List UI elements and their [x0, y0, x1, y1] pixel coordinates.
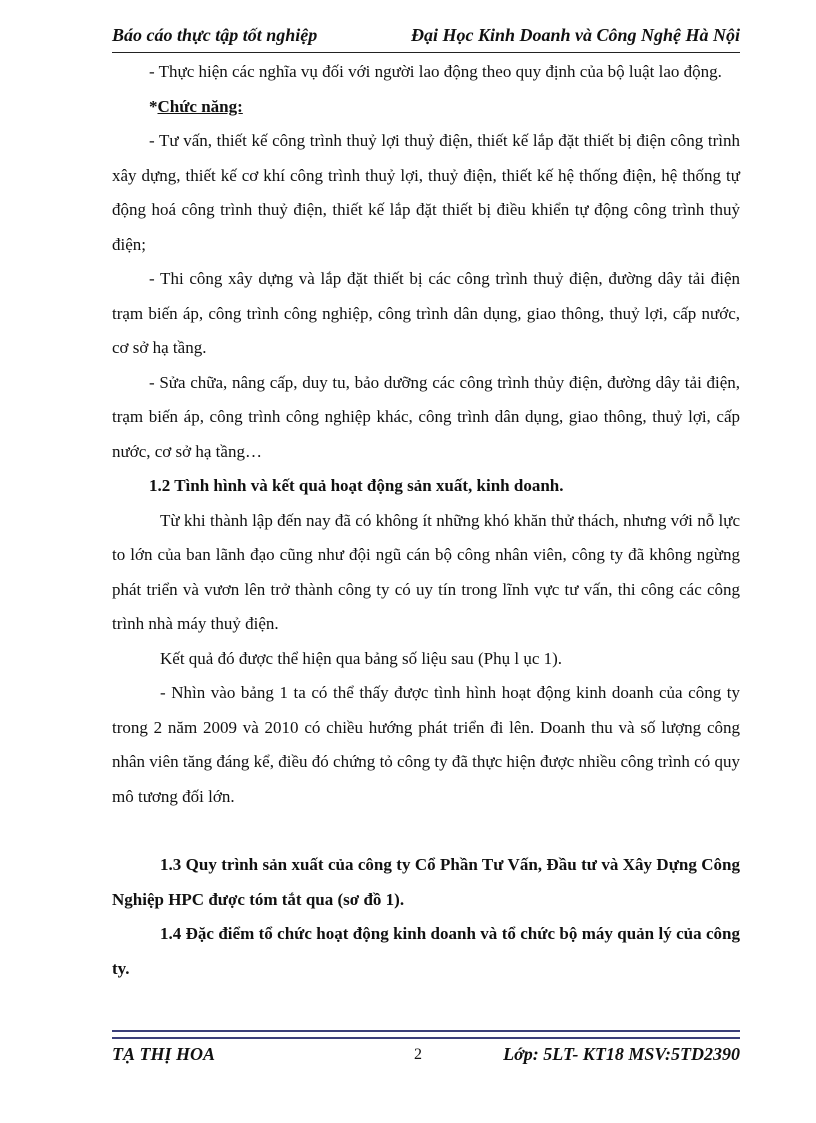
- paragraph-1-2-history: Từ khi thành lập đến nay đã có không ít những khó khăn thử thách, nhưng với nỗ lực to lớn của ban lãnh đạo cũng như đội ngũ cán bộ công nhân viên, công ty đã không ngừng phát triển và vươn lên trở thành công ty có uy tín trong lĩnh vực tư vấn, thi công các công trình nhà máy thuỷ điện.: [112, 510, 740, 633]
- document-body: [112, 55, 740, 986]
- page-number: 2: [414, 1046, 422, 1063]
- paragraph-1-2-results: Kết quả đó được thể hiện qua bảng số liệu sau (Phụ l ục 1).: [160, 648, 563, 668]
- footer-divider: [112, 1030, 740, 1039]
- header-report-title: Báo cáo thực tập tốt nghiệp: [112, 25, 318, 45]
- section-heading-1-3: 1.3 Quy trình sản xuất của công ty Cổ Phần Tư Vấn, Đầu tư và Xây Dựng Công Nghiệp HPC được tóm tắt qua (sơ đồ 1).: [112, 855, 740, 909]
- header-divider: [112, 52, 740, 53]
- section-spacer: [112, 814, 740, 848]
- function-item-2: - Thi công xây dựng và lắp đặt thiết bị các công trình thuỷ điện, đường dây tải điện trạm biến áp, công trình công nghiệp, công trình dân dụng, giao thông, thuỷ lợi, cấp nước, cơ sở hạ tầng.: [112, 269, 740, 357]
- section-heading-1-2: 1.2 Tình hình và kết quả hoạt động sản xuất, kinh doanh.: [149, 476, 564, 495]
- footer-author-name: TẠ THỊ HOA: [112, 1044, 216, 1064]
- page-footer: [112, 1044, 740, 1070]
- function-item-3: - Sửa chữa, nâng cấp, duy tu, bảo dưỡng các công trình thủy điện, đường dây tải điện, trạm biến áp, công trình công nghiệp khác, công trình dân dụng, giao thông, thuỷ lợi, cấp nước, cơ sở hạ tầng…: [112, 372, 740, 461]
- footer-class-info: Lớp: 5LT- KT18 MSV:5TD2390: [503, 1044, 740, 1064]
- paragraph-1-2-analysis: - Nhìn vào bảng 1 ta có thể thấy được tình hình hoạt động kinh doanh của công ty trong 2 năm 2009 và 2010 có chiều hướng phát triển đi lên. Doanh thu và số lượng công nhân viên tăng đáng kể, điều đó chứng tỏ công ty đã thực hiện được nhiều công trình có quy mô tương đối lớn.: [112, 683, 740, 806]
- section-heading-1-4: 1.4 Đặc điểm tổ chức hoạt động kinh doanh và tổ chức bộ máy quản lý của công ty.: [112, 924, 740, 978]
- functions-marker: *: [149, 96, 158, 116]
- functions-heading-text: Chức năng:: [157, 96, 243, 116]
- functions-heading: [112, 90, 740, 125]
- function-item-1: - Tư vấn, thiết kế công trình thuỷ lợi thuỷ điện, thiết kế lắp đặt thiết bị điện công trình xây dựng, thiết kế cơ khí công trình thuỷ lợi, thuỷ điện, thiết kế hệ thống điện, hệ thống tự động hoá công trình thuỷ điện, thiết kế lắp đặt thiết bị điều khiển tự động công trình thuỷ điện;: [112, 131, 740, 254]
- header-university-name: Đại Học Kinh Doanh và Công Nghệ Hà Nội: [410, 25, 740, 45]
- page-header: [112, 25, 740, 51]
- paragraph-obligations: - Thực hiện các nghĩa vụ đối với người lao động theo quy định của bộ luật lao động.: [149, 62, 722, 81]
